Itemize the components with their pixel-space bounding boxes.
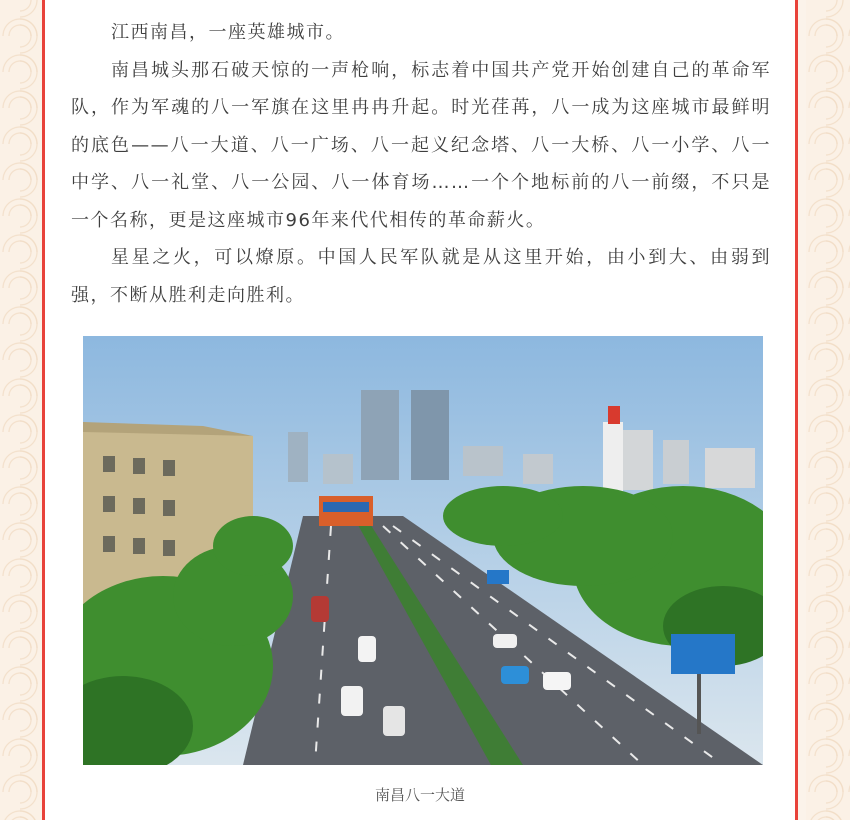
photo-caption: 南昌八一大道 <box>374 786 465 804</box>
left-decorative-margin <box>0 0 44 820</box>
article-paragraph-3: 星星之火，可以燎原。中国人民军队就是从这里开始，由小到大、由弱到强，不断从胜利走向胜利。 <box>71 247 771 306</box>
article-panel <box>42 0 798 820</box>
nanchang-bayi-avenue-photo <box>83 336 763 765</box>
article-photo[interactable] <box>83 336 763 765</box>
article-body <box>71 14 771 314</box>
article-paragraph-1: 江西南昌，一座英雄城市。 <box>111 22 345 43</box>
right-decorative-margin <box>806 0 850 820</box>
article-paragraph-2: 南昌城头那石破天惊的一声枪响，标志着中国共产党开始创建自己的革命军队，作为军魂的八一军旗在这里冉冉升起。时光荏苒，八一成为这座城市最鲜明的底色——八一大道、八一广场、八一起义纪念塔、八一大桥、八一小学、八一中学、八一礼堂、八一公园、八一体育场……一个个地标前的八一前缀，不只是一个名称，更是这座城市96年来代代相传的革命薪火。 <box>71 59 771 231</box>
